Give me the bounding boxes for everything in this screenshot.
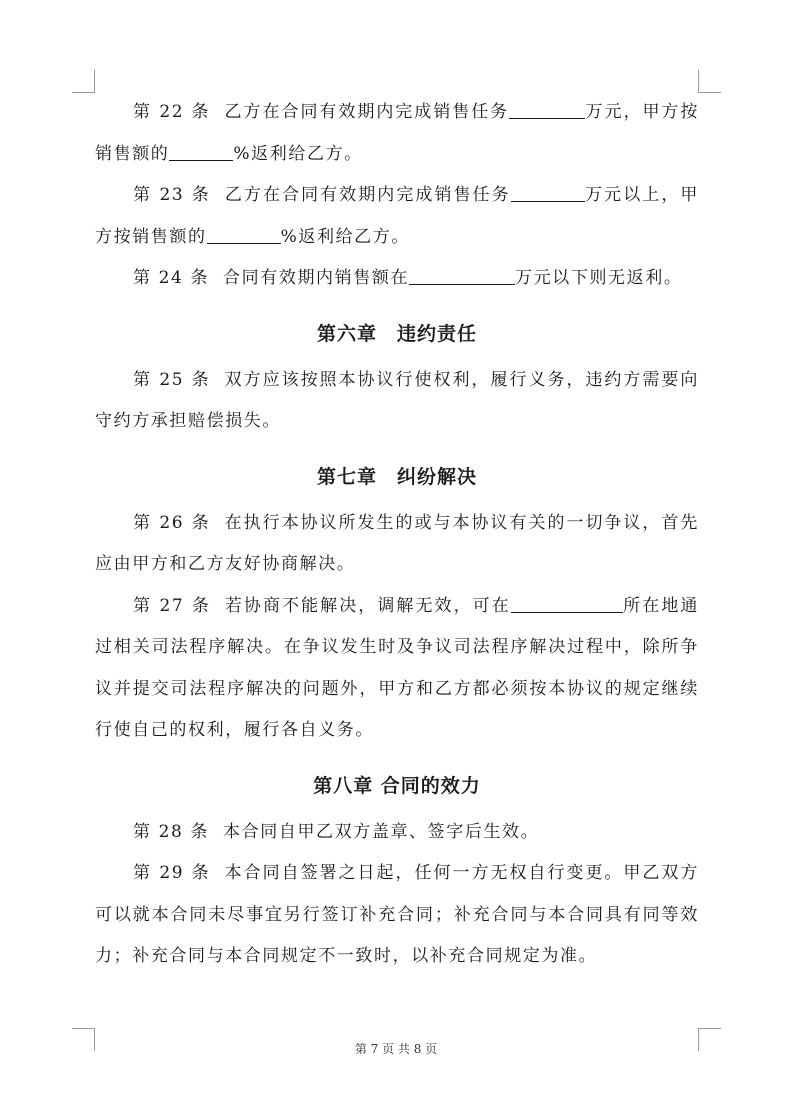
article-number: 第 23 条	[133, 185, 211, 205]
article-number: 第 27 条	[133, 595, 211, 616]
chapter-8-heading: 第八章 合同的效力	[313, 774, 481, 797]
article-number: 第 28 条	[133, 821, 210, 842]
fill-blank[interactable]	[169, 140, 233, 161]
article-22: 第 22 条 乙方在合同有效期内完成销售任务 万元，甲方按销售额的 %返利给乙方。	[95, 92, 699, 175]
fill-blank[interactable]	[409, 264, 515, 285]
fill-blank[interactable]	[511, 181, 585, 202]
article-23: 第 23 条 乙方在合同有效期内完成销售任务 万元以上，甲方按销售额的 %返利给乙方。	[95, 175, 699, 258]
page-footer: 第 7 页 共 8 页	[354, 1042, 438, 1056]
crop-mark-top-left	[72, 70, 95, 93]
article-26: 第 26 条 在执行本协议所发生的或与本协议有关的一切争议，首先应由甲方和乙方友好协商解决。	[95, 512, 699, 574]
article-number: 第 25 条	[133, 369, 211, 390]
article-number: 第 24 条	[133, 268, 210, 288]
fill-blank[interactable]	[207, 223, 281, 244]
article-number: 第 26 条	[133, 512, 211, 533]
crop-mark-top-right	[698, 70, 721, 93]
document-body	[95, 92, 699, 978]
chapter-6-heading: 第六章 违约责任	[316, 322, 477, 345]
article-24: 第 24 条 合同有效期内销售额在 万元以下则无返利。	[95, 258, 699, 300]
article-28: 第 28 条 本合同自甲乙双方盖章、签字后生效。	[133, 821, 540, 842]
fill-blank[interactable]	[511, 592, 623, 613]
article-25: 第 25 条 双方应该按照本协议行使权利，履行义务，违约方需要向守约方承担赔偿损失。	[95, 369, 699, 431]
article-27: 第 27 条 若协商不能解决，调解无效，可在 所在地通过相关司法程序解决。在争议发生时及争议司法程序解决过程中，除所争议并提交司法程序解决的问题外，甲方和乙方都必须按本协议的规定继续行使自己的权利，履行各自义务。	[95, 586, 699, 752]
fill-blank[interactable]	[509, 98, 585, 119]
article-29: 第 29 条 本合同自签署之日起，任何一方无权自行变更。甲乙双方可以就本合同未尽事宜另行签订补充合同；补充合同与本合同具有同等效力；补充合同与本合同规定不一致时，以补充合同规定为准。	[95, 863, 699, 966]
chapter-7-heading: 第七章 纠纷解决	[316, 465, 477, 488]
article-number: 第 22 条	[133, 102, 211, 122]
article-number: 第 29 条	[133, 863, 211, 883]
